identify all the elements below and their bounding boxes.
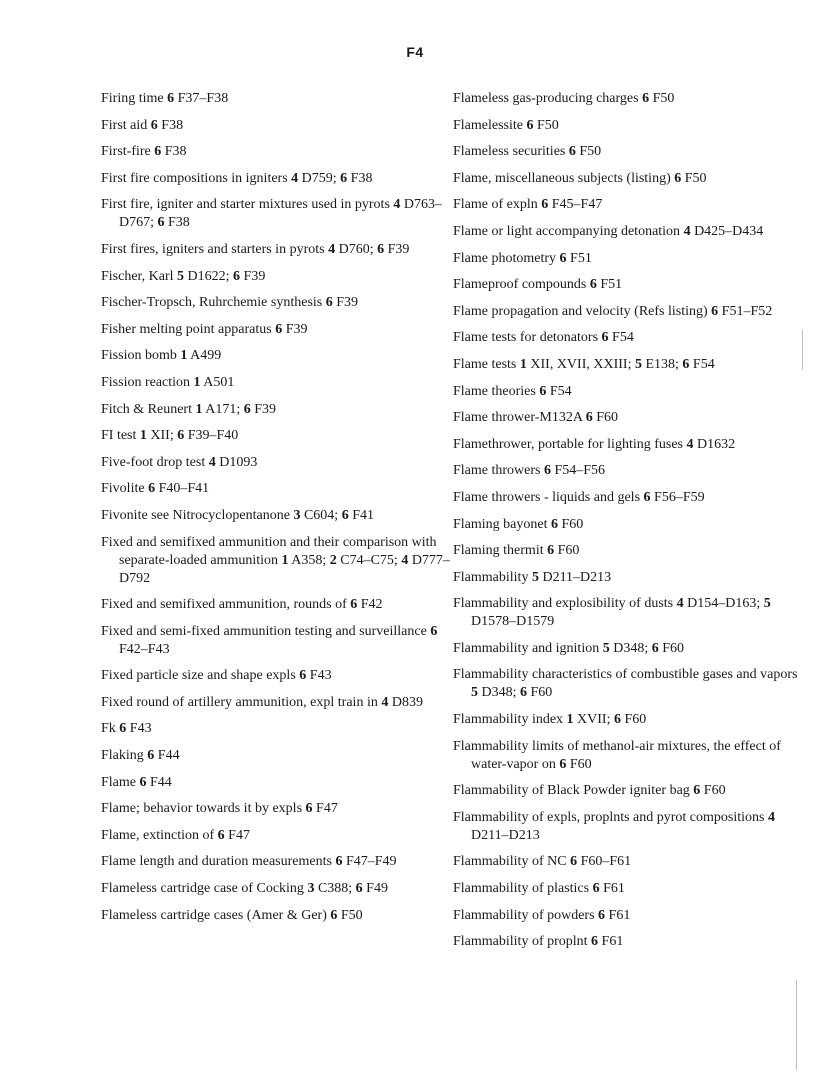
volume-number: 6 [592,881,600,897]
volume-number: 6 [139,774,147,790]
volume-number: 6 [559,756,567,772]
volume-number: 5 [763,596,771,612]
index-entry: Fixed particle size and shape expls 6 F43 [101,668,332,684]
index-entry: Flame tests for detonators 6 F54 [453,330,634,346]
index-column-right [453,90,803,960]
volume-number: 6 [377,241,385,257]
volume-number: 6 [341,507,349,523]
volume-number: 4 [676,596,684,612]
volume-number: 6 [693,783,701,799]
volume-number: 4 [208,454,216,470]
volume-number: 5 [471,685,478,701]
index-entry: Flamethrower, portable for lighting fuses 4 D1632 [453,436,736,452]
index-entry: Flame thrower-M132A 6 F60 [453,410,618,426]
index-entry: Flame, miscellaneous subjects (listing) 6 F50 [453,170,707,186]
index-entry: Flame 6 F44 [101,774,172,790]
index-entry: Five-foot drop test 4 D1093 [101,454,258,470]
volume-number: 6 [570,854,578,870]
volume-number: 6 [340,170,348,186]
index-entry: Flammability of plastics 6 F61 [453,881,625,897]
volume-number: 6 [299,668,307,684]
index-entry: Fisher melting point apparatus 6 F39 [101,321,308,337]
index-entry: Flame; behavior towards it by expls 6 F47 [101,801,338,817]
scan-mark [796,980,797,1070]
volume-number: 6 [711,303,719,319]
index-entry: Flammability of powders 6 F61 [453,907,631,923]
index-entry: Flaming bayonet 6 F60 [453,516,584,532]
volume-number: 1 [195,401,203,417]
index-entry: Flammability index 1 XVII; 6 F60 [453,712,647,728]
index-entry: Flameproof compounds 6 F51 [453,277,623,293]
volume-number: 2 [329,552,337,568]
index-entry: Flammability and ignition 5 D348; 6 F60 [453,640,685,656]
index-entry: Fk 6 F43 [101,721,152,737]
index-entry: Fixed and semi-fixed ammunition testing and surveillance 6 F42–F43 [101,623,438,657]
volume-number: 4 [381,694,389,710]
index-entry: FI test 1 XII; 6 F39–F40 [101,428,239,444]
volume-number: 6 [559,250,567,266]
index-entry: Fixed round of artillery ammunition, expl train in 4 D839 [101,694,423,710]
volume-number: 6 [651,640,659,656]
index-entry: Flame propagation and velocity (Refs listing) 6 F51–F52 [453,303,773,319]
volume-number: 6 [643,489,651,505]
index-entry: First fire, igniter and starter mixtures used in pyrots 4 D763–D767; 6 F38 [101,197,443,231]
volume-number: 5 [531,569,539,585]
volume-number: 6 [642,91,650,106]
volume-number: 6 [148,481,156,497]
volume-number: 6 [325,295,333,311]
volume-number: 6 [539,383,547,399]
index-entry: Fischer-Tropsch, Ruhrchemie synthesis 6 F39 [101,295,359,311]
index-entry: Flammability and explosibility of dusts 4 D154–D163; 5 D1578–D1579 [453,596,771,630]
index-entry: Fission bomb 1 A499 [101,348,222,364]
volume-number: 6 [674,170,682,186]
index-entry: Flammability 5 D211–D213 [453,569,612,585]
volume-number: 6 [585,410,593,426]
index-entry: Flammability of NC 6 F60–F61 [453,854,632,870]
index-entry: Flame throwers 6 F54–F56 [453,463,606,479]
volume-number: 6 [598,907,606,923]
volume-number: 4 [683,223,691,239]
index-entry: Fitch & Reunert 1 A171; 6 F39 [101,401,277,417]
volume-number: 6 [243,401,251,417]
volume-number: 4 [291,170,299,186]
volume-number: 6 [330,907,338,923]
volume-number: 4 [767,809,775,825]
volume-number: 6 [150,117,158,133]
index-entry: Flame length and duration measurements 6 F47–F49 [101,854,397,870]
index-entry: Flaming thermit 6 F60 [453,543,580,559]
index-entry: Fivolite 6 F40–F41 [101,481,210,497]
index-entry: Flammability of proplnt 6 F61 [453,934,624,950]
volume-number: 4 [686,436,694,452]
volume-number: 6 [275,321,283,337]
index-entry: Flame photometry 6 F51 [453,250,592,266]
index-entry: Flame throwers - liquids and gels 6 F56–F59 [453,489,705,505]
index-entry: Flammability characteristics of combustible gases and vapors 5 D348; 6 F60 [453,667,798,701]
volume-number: 6 [177,428,185,444]
volume-number: 6 [157,215,165,231]
volume-number: 1 [180,348,188,364]
index-entry: Fission reaction 1 A501 [101,374,235,390]
index-entry: Fivonite see Nitrocyclopentanone 3 C604; 6 F41 [101,507,374,523]
index-entry: Flame or light accompanying detonation 4 D425–D434 [453,223,764,239]
volume-number: 1 [566,712,574,728]
index-entry: Flammability limits of methanol-air mixtures, the effect of water-vapor on 6 F60 [453,738,781,772]
index-entry: Flameless cartridge case of Cocking 3 C388; 6 F49 [101,881,388,897]
volume-number: 6 [526,117,534,133]
volume-number: 6 [547,543,555,559]
volume-number: 6 [154,144,162,160]
volume-number: 6 [305,801,313,817]
volume-number: 1 [519,356,527,372]
volume-number: 6 [551,516,558,532]
volume-number: 3 [307,881,315,897]
volume-number: 6 [335,854,343,870]
index-entry: Fixed and semifixed ammunition and their comparison with separate-loaded ammunition 1 A358; 2 C74–C75; 4 D777–D792 [101,534,450,586]
volume-number: 6 [520,685,527,701]
volume-number: 6 [350,597,358,613]
index-entry: Flamelessite 6 F50 [453,117,559,133]
volume-number: 6 [541,197,549,213]
volume-number: 4 [393,197,401,213]
volume-number: 3 [293,507,301,523]
index-entry: First-fire 6 F38 [101,144,187,160]
volume-number: 5 [634,356,642,372]
index-entry: Flameless cartridge cases (Amer & Ger) 6 F50 [101,907,363,923]
volume-number: 6 [233,268,241,284]
index-entry: Flameless gas-producing charges 6 F50 [453,91,675,106]
volume-number: 6 [147,748,155,764]
volume-number: 5 [177,268,185,284]
volume-number: 4 [328,241,336,257]
volume-number: 6 [167,91,175,106]
index-entry: Flame of expln 6 F45–F47 [453,197,603,213]
volume-number: 6 [613,712,621,728]
volume-number: 1 [193,374,201,390]
volume-number: 6 [682,356,690,372]
volume-number: 5 [602,640,610,656]
volume-number: 6 [568,144,576,160]
index-entry: Fischer, Karl 5 D1622; 6 F39 [101,268,266,284]
volume-number: 1 [139,428,147,444]
index-entry: Flammability of Black Powder igniter bag 6 F60 [453,783,726,799]
volume-number: 6 [355,881,363,897]
index-entry: Flame theories 6 F54 [453,383,572,399]
volume-number: 1 [281,552,289,568]
volume-number: 6 [217,827,225,843]
volume-number: 6 [601,330,609,346]
index-column-left [101,90,451,933]
volume-number: 6 [589,277,597,293]
volume-number: 6 [119,721,127,737]
index-entry: Flame, extinction of 6 F47 [101,827,250,843]
index-entry: Flame tests 1 XII, XVII, XXIII; 5 E138; 6 F54 [453,356,715,372]
index-entry: Fixed and semifixed ammunition, rounds of 6 F42 [101,597,383,613]
index-entry: Flammability of expls, proplnts and pyrot compositions 4 D211–D213 [453,809,775,843]
index-entry: Flameless securities 6 F50 [453,144,602,160]
index-entry: First aid 6 F38 [101,117,184,133]
volume-number: 4 [401,552,409,568]
index-entry: First fires, igniters and starters in pyrots 4 D760; 6 F39 [101,241,410,257]
volume-number: 6 [591,934,599,950]
index-entry: First fire compositions in igniters 4 D759; 6 F38 [101,170,373,186]
scan-mark [802,330,803,370]
index-entry: Firing time 6 F37–F38 [101,91,229,106]
page-header: F4 [406,44,424,60]
index-entry: Flaking 6 F44 [101,748,180,764]
volume-number: 6 [430,623,438,639]
volume-number: 6 [543,463,551,479]
